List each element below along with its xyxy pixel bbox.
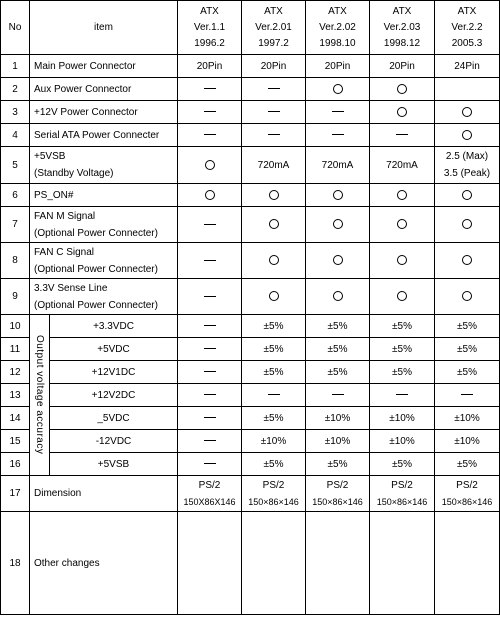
circle-mark-icon (269, 190, 279, 200)
circle-mark-icon (397, 255, 407, 265)
row-no: 3 (1, 101, 30, 124)
cell: 20Pin (306, 55, 370, 78)
cell: 20Pin (178, 55, 242, 78)
cell (178, 512, 242, 615)
row-no: 10 (1, 315, 30, 338)
cell (178, 279, 242, 315)
cell (178, 407, 242, 430)
dash-mark-icon (204, 371, 216, 372)
row-item: +12V Power Connector (30, 101, 178, 124)
cell: ±5% (242, 407, 306, 430)
row-item: _5VDC (50, 407, 178, 430)
cell: 24Pin (435, 55, 500, 78)
cell (370, 512, 435, 615)
row-no: 6 (1, 184, 30, 207)
dash-mark-icon (204, 88, 216, 89)
cell (178, 124, 242, 147)
table-row (1, 361, 500, 384)
cell: 720mA (370, 147, 435, 184)
cell (370, 124, 435, 147)
row-item: Aux Power Connector (30, 78, 178, 101)
row-item: Other changes (30, 512, 178, 615)
cell (242, 124, 306, 147)
row-no: 7 (1, 207, 30, 243)
dash-mark-icon (268, 134, 280, 135)
cell (178, 184, 242, 207)
cell: ±5% (435, 338, 500, 361)
dash-mark-icon (204, 325, 216, 326)
row-item: +5VDC (50, 338, 178, 361)
circle-mark-icon (462, 130, 472, 140)
table-row (1, 279, 500, 315)
circle-mark-icon (269, 219, 279, 229)
cell: ±5% (370, 361, 435, 384)
cell (435, 384, 500, 407)
cell (178, 243, 242, 279)
dash-mark-icon (204, 296, 216, 297)
circle-mark-icon (462, 291, 472, 301)
header-ver-1-1: ATX Ver.1.1 1996.2 (178, 1, 242, 55)
cell (178, 78, 242, 101)
row-no: 16 (1, 453, 30, 476)
cell (242, 512, 306, 615)
table-row (1, 55, 500, 78)
cell (370, 384, 435, 407)
cell (435, 101, 500, 124)
cell: PS/2 150×86×146 (435, 476, 500, 512)
cell (306, 184, 370, 207)
header-no: No (1, 1, 30, 55)
table-row (1, 147, 500, 184)
cell (435, 512, 500, 615)
cell: ±5% (242, 338, 306, 361)
row-item: +12V1DC (50, 361, 178, 384)
dash-mark-icon (332, 111, 344, 112)
cell (242, 78, 306, 101)
header-ver-2-03: ATX Ver.2.03 1998.12 (370, 1, 435, 55)
cell (435, 184, 500, 207)
header-ver-2-2: ATX Ver.2.2 2005.3 (435, 1, 500, 55)
cell (435, 279, 500, 315)
cell (178, 101, 242, 124)
table-row (1, 338, 500, 361)
dash-mark-icon (204, 224, 216, 225)
row-item: FAN M Signal (Optional Power Connecter) (30, 207, 178, 243)
row-item: +5VSB (Standby Voltage) (30, 147, 178, 184)
row-no: 1 (1, 55, 30, 78)
cell: ±5% (370, 338, 435, 361)
circle-mark-icon (462, 107, 472, 117)
row-item: +3.3VDC (50, 315, 178, 338)
circle-mark-icon (462, 219, 472, 229)
cell (306, 243, 370, 279)
header-item: item (30, 1, 178, 55)
cell: ±5% (370, 453, 435, 476)
row-no: 15 (1, 430, 30, 453)
row-no: 11 (1, 338, 30, 361)
accuracy-group-label: Output voltage accuracy (30, 315, 50, 476)
table-row (1, 384, 500, 407)
row-item: PS_ON# (30, 184, 178, 207)
dash-mark-icon (461, 394, 473, 395)
cell: ±10% (435, 430, 500, 453)
cell: ±5% (306, 453, 370, 476)
dash-mark-icon (204, 134, 216, 135)
cell (306, 512, 370, 615)
circle-mark-icon (205, 190, 215, 200)
cell (306, 124, 370, 147)
cell (306, 384, 370, 407)
table-row (1, 207, 500, 243)
row-item: +5VSB (50, 453, 178, 476)
cell: PS/2 150X86X146 (178, 476, 242, 512)
row-no: 18 (1, 512, 30, 615)
circle-mark-icon (333, 190, 343, 200)
cell: 20Pin (242, 55, 306, 78)
cell (178, 361, 242, 384)
dash-mark-icon (204, 440, 216, 441)
row-no: 17 (1, 476, 30, 512)
cell (178, 338, 242, 361)
cell (242, 384, 306, 407)
cell: ±10% (370, 407, 435, 430)
cell: ±10% (242, 430, 306, 453)
cell: ±5% (370, 315, 435, 338)
cell (435, 78, 500, 101)
cell: 20Pin (370, 55, 435, 78)
cell (178, 384, 242, 407)
header-ver-2-01: ATX Ver.2.01 1997.2 (242, 1, 306, 55)
circle-mark-icon (462, 255, 472, 265)
cell (178, 147, 242, 184)
cell (242, 207, 306, 243)
row-no: 5 (1, 147, 30, 184)
row-item: Dimension (30, 476, 178, 512)
table-row (1, 184, 500, 207)
dash-mark-icon (268, 88, 280, 89)
row-item: -12VDC (50, 430, 178, 453)
cell: ±5% (242, 361, 306, 384)
dash-mark-icon (204, 463, 216, 464)
cell (242, 279, 306, 315)
header-ver-2-02: ATX Ver.2.02 1998.10 (306, 1, 370, 55)
cell (178, 207, 242, 243)
table-row (1, 512, 500, 615)
row-item: FAN C Signal (Optional Power Connecter) (30, 243, 178, 279)
cell (435, 207, 500, 243)
dash-mark-icon (332, 394, 344, 395)
cell (306, 207, 370, 243)
cell: 720mA (306, 147, 370, 184)
table-row (1, 476, 500, 512)
cell (178, 315, 242, 338)
circle-mark-icon (205, 160, 215, 170)
table-row (1, 78, 500, 101)
dash-mark-icon (204, 111, 216, 112)
cell: ±5% (242, 315, 306, 338)
dash-mark-icon (268, 111, 280, 112)
cell: ±10% (306, 430, 370, 453)
row-no: 14 (1, 407, 30, 430)
circle-mark-icon (397, 107, 407, 117)
cell (306, 101, 370, 124)
dash-mark-icon (396, 134, 408, 135)
table-row (1, 315, 500, 338)
cell (306, 78, 370, 101)
table-row (1, 124, 500, 147)
cell: ±5% (306, 361, 370, 384)
table-row (1, 453, 500, 476)
cell (242, 101, 306, 124)
row-no: 4 (1, 124, 30, 147)
cell (370, 279, 435, 315)
row-no: 13 (1, 384, 30, 407)
row-no: 9 (1, 279, 30, 315)
cell: ±5% (435, 315, 500, 338)
circle-mark-icon (397, 84, 407, 94)
circle-mark-icon (462, 190, 472, 200)
cell: ±5% (306, 315, 370, 338)
table-row (1, 407, 500, 430)
table-row (1, 430, 500, 453)
cell: ±5% (242, 453, 306, 476)
cell: ±10% (435, 407, 500, 430)
cell (370, 243, 435, 279)
cell (306, 279, 370, 315)
row-no: 12 (1, 361, 30, 384)
dash-mark-icon (204, 417, 216, 418)
cell: PS/2 150×86×146 (306, 476, 370, 512)
row-no: 2 (1, 78, 30, 101)
cell (370, 184, 435, 207)
cell: 720mA (242, 147, 306, 184)
circle-mark-icon (269, 291, 279, 301)
circle-mark-icon (333, 84, 343, 94)
dash-mark-icon (332, 134, 344, 135)
row-item: 3.3V Sense Line (Optional Power Connecter) (30, 279, 178, 315)
cell: ±10% (370, 430, 435, 453)
cell: ±5% (435, 453, 500, 476)
cell (370, 207, 435, 243)
cell (178, 453, 242, 476)
dash-mark-icon (396, 394, 408, 395)
row-item: Serial ATA Power Connecter (30, 124, 178, 147)
dash-mark-icon (204, 348, 216, 349)
cell (242, 184, 306, 207)
cell (435, 243, 500, 279)
cell: PS/2 150×86×146 (370, 476, 435, 512)
cell: ±10% (306, 407, 370, 430)
circle-mark-icon (333, 291, 343, 301)
cell: PS/2 150×86×146 (242, 476, 306, 512)
header-row (1, 1, 500, 55)
table-row (1, 243, 500, 279)
cell: ±5% (306, 338, 370, 361)
circle-mark-icon (333, 255, 343, 265)
circle-mark-icon (269, 255, 279, 265)
cell (178, 430, 242, 453)
dash-mark-icon (268, 394, 280, 395)
row-no: 8 (1, 243, 30, 279)
cell (370, 78, 435, 101)
table-row (1, 101, 500, 124)
cell: 2.5 (Max) 3.5 (Peak) (435, 147, 500, 184)
cell: ±5% (435, 361, 500, 384)
circle-mark-icon (397, 219, 407, 229)
row-item: Main Power Connector (30, 55, 178, 78)
circle-mark-icon (397, 291, 407, 301)
dash-mark-icon (204, 260, 216, 261)
dash-mark-icon (204, 394, 216, 395)
circle-mark-icon (333, 219, 343, 229)
cell (242, 243, 306, 279)
circle-mark-icon (397, 190, 407, 200)
cell (370, 101, 435, 124)
row-item: +12V2DC (50, 384, 178, 407)
cell (435, 124, 500, 147)
